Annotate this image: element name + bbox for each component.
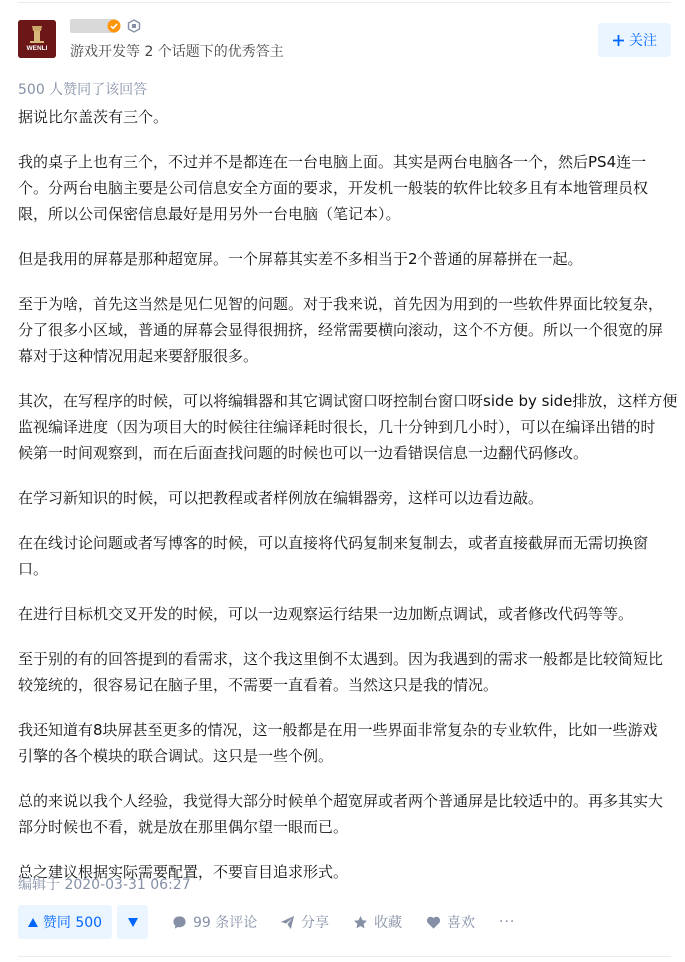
text-line: 个。分两台电脑主要是公司信息安全方面的要求，开发机一般装的软件比较多且有本地管理员权 bbox=[18, 179, 649, 197]
paragraph bbox=[18, 788, 673, 840]
text-line: 据说比尔盖茨有三个。 bbox=[18, 108, 169, 126]
paragraph bbox=[18, 717, 673, 769]
paragraph bbox=[18, 388, 678, 466]
text-line: 至于别的有的回答提到的看需求，这个我这里倒不太遇到。因为我遇到的需求一般都是比较简短比 bbox=[18, 650, 664, 668]
text-line: 总之建议根据实际需要配置，不要盲目追求形式。 bbox=[18, 863, 349, 881]
excellent-answerer-badge-icon bbox=[107, 19, 121, 33]
text-line: 至于为啥，首先这当然是见仁见智的问题。对于我来说，首先因为用到的一些软件界面比较复杂， bbox=[18, 295, 664, 313]
vote-summary[interactable]: 500 人赞同了该回答 bbox=[18, 82, 148, 98]
text-line: 在进行目标机交叉开发的时候，可以一边观察运行结果一边加断点调试，或者修改代码等等。 bbox=[18, 605, 634, 623]
bottom-divider bbox=[18, 956, 671, 957]
star-icon bbox=[353, 915, 368, 930]
text-line: 口。 bbox=[18, 560, 49, 578]
upvote-label: 赞同 500 bbox=[42, 915, 103, 931]
text-line: 部分时候也不看，就是放在那里偶尔望一眼而已。 bbox=[18, 818, 349, 836]
paragraph bbox=[18, 149, 673, 227]
favorite-label: 收藏 bbox=[374, 915, 402, 931]
text-line: 在在线讨论问题或者写博客的时候，可以直接将代码复制来复制去，或者直接截屏而无需切换窗 bbox=[18, 534, 649, 552]
like-button[interactable] bbox=[426, 905, 475, 939]
text-line: 我还知道有8块屏甚至更多的情况，这一般都是在用一些界面非常复杂的专业软件，比如一些游戏 bbox=[18, 721, 658, 739]
follow-button[interactable] bbox=[598, 23, 671, 57]
text-line: 较笼统的，很容易记在脑子里，不需要一直看着。当然这只是我的情况。 bbox=[18, 676, 499, 694]
edit-time[interactable]: 编辑于 2020-03-31 06:27 bbox=[18, 877, 191, 893]
more-button[interactable] bbox=[499, 905, 515, 939]
paragraph bbox=[18, 246, 673, 272]
paragraph bbox=[18, 601, 673, 627]
avatar[interactable] bbox=[18, 20, 56, 58]
paragraph bbox=[18, 104, 673, 130]
share-button[interactable] bbox=[280, 905, 329, 939]
top-divider bbox=[18, 2, 671, 3]
paragraph bbox=[18, 646, 673, 698]
favorite-button[interactable] bbox=[353, 905, 402, 939]
text-line: 幕对于这种情况用起来要舒服很多。 bbox=[18, 347, 259, 365]
comments-button[interactable] bbox=[172, 905, 257, 939]
downvote-button[interactable] bbox=[117, 905, 148, 939]
share-label: 分享 bbox=[301, 915, 329, 931]
text-line: 我的桌子上也有三个，不过并不是都连在一台电脑上面。其实是两台电脑各一个，然后PS4连一 bbox=[18, 153, 647, 171]
text-line: 在学习新知识的时候，可以把教程或者样例放在编辑器旁，这样可以边看边敲。 bbox=[18, 489, 544, 507]
paragraph bbox=[18, 291, 673, 369]
text-line: 分了很多小区域，普通的屏幕会显得很拥挤，经常需要横向滚动，这个不方便。所以一个很宽的屏 bbox=[18, 321, 664, 339]
like-label: 喜欢 bbox=[447, 915, 475, 931]
follow-label: 关注 bbox=[629, 33, 657, 49]
text-line: 引擎的各个模块的联合调试。这只是一些个例。 bbox=[18, 747, 334, 765]
paragraph bbox=[18, 485, 673, 511]
comment-bubble-icon bbox=[172, 915, 187, 930]
upvote-button[interactable] bbox=[18, 905, 112, 939]
triangle-down-icon bbox=[128, 918, 138, 927]
text-line: 总的来说以我个人经验，我觉得大部分时候单个超宽屏或者两个普通屏是比较适中的。再多其实大 bbox=[18, 792, 664, 810]
answer-body bbox=[18, 104, 678, 885]
triangle-up-icon bbox=[28, 918, 38, 927]
comments-label: 99 条评论 bbox=[193, 915, 258, 931]
paragraph bbox=[18, 530, 673, 582]
action-bar bbox=[18, 905, 685, 939]
text-line: 监视编译进度（因为项目大的时候往往编译耗时很长，几十分钟到几小时），可以在编译出错的时 bbox=[18, 418, 656, 436]
text-line: 但是我用的屏幕是那种超宽屏。一个屏幕其实差不多相当于2个普通的屏幕拼在一起。 bbox=[18, 250, 583, 268]
text-line: 候第一时间观察到，而在后面查找问题的时候也可以一边看错误信息一边翻代码修改。 bbox=[18, 444, 589, 462]
avatar-image bbox=[18, 20, 56, 58]
text-line: 其次，在写程序的时候，可以将编辑器和其它调试窗口呀控制台窗口呀side by side排放，这样方便 bbox=[18, 392, 678, 410]
more-dots-icon: ··· bbox=[499, 914, 516, 930]
topic-badge-icon bbox=[127, 19, 141, 33]
heart-icon bbox=[426, 915, 441, 930]
paper-plane-icon bbox=[280, 915, 295, 930]
text-line: 限，所以公司保密信息最好是用另外一台电脑（笔记本）。 bbox=[18, 205, 401, 223]
author-headline: 游戏开发等 2 个话题下的优秀答主 bbox=[70, 44, 284, 60]
svg-text:WENLI: WENLI bbox=[26, 45, 48, 52]
plus-icon bbox=[612, 34, 625, 47]
